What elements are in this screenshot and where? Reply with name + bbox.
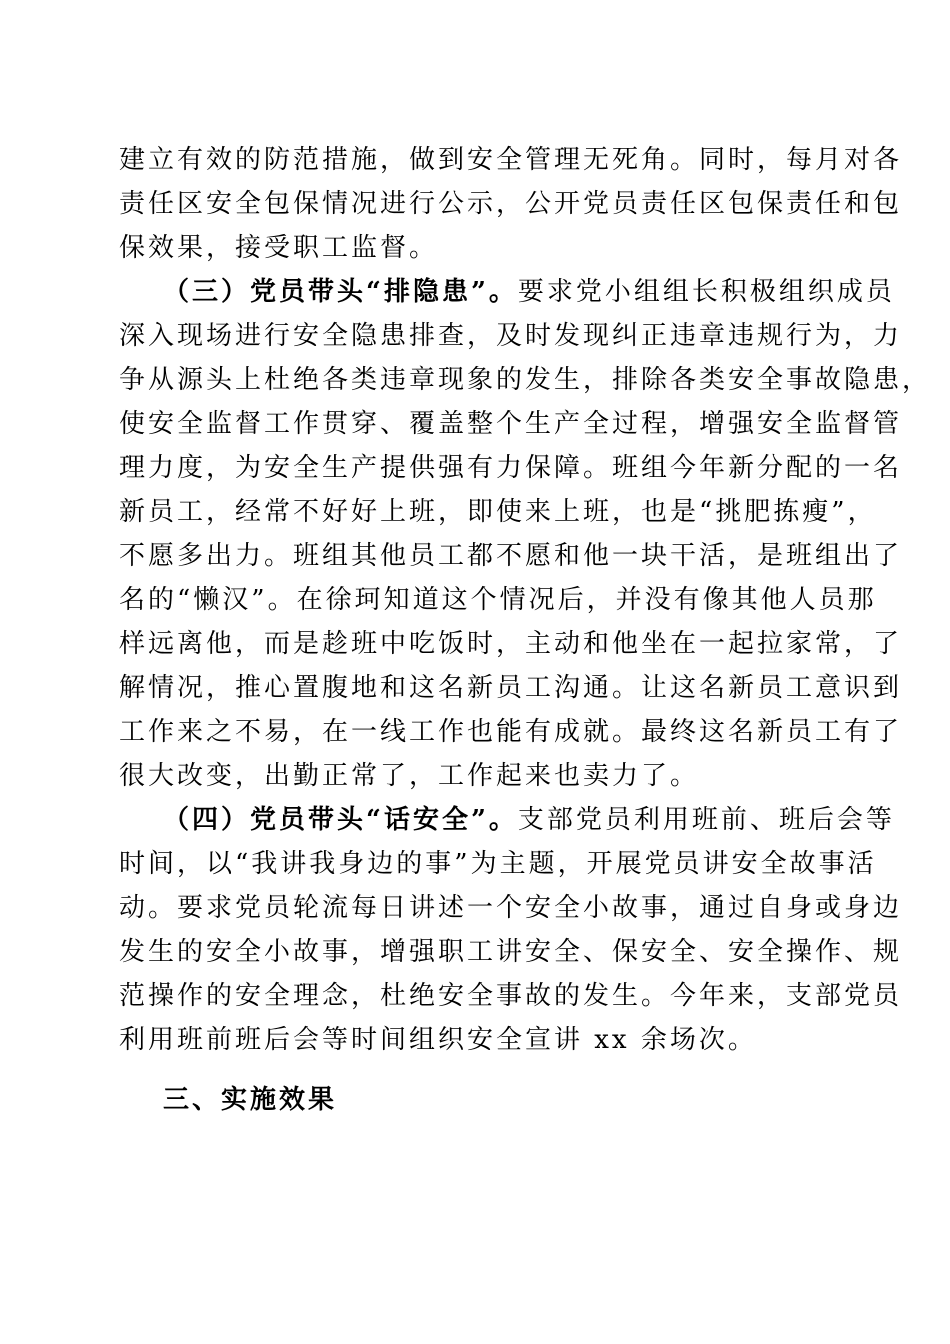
text-fragment: 支部党员利用班前、班后会等 — [517, 805, 895, 835]
text-line: 解情况，推心置腹地和这名新员工沟通。让这名新员工意识到 — [119, 673, 903, 703]
text-line: 新员工，经常不好好上班，即使来上班，也是“挑肥拣瘦”， — [119, 497, 877, 527]
text-line: 建立有效的防范措施，做到安全管理无死角。同时，每月对各 — [119, 145, 903, 175]
text-line: 名的“懒汉”。在徐珂知道这个情况后，并没有像其他人员那 — [119, 585, 877, 615]
subsection-heading: （四）党员带头“话安全”。 — [163, 805, 518, 835]
text-fragment: 要求党小组组长积极组织成员 — [517, 277, 895, 307]
text-line: 不愿多出力。班组其他员工都不愿和他一块干活，是班组出了 — [119, 541, 903, 571]
paragraph-3 — [119, 270, 932, 798]
paragraph-4 — [119, 798, 903, 1062]
text-line: 使安全监督工作贯穿、覆盖整个生产全过程，增强安全监督管 — [119, 409, 903, 439]
section-heading: 三、实施效果 — [163, 1085, 338, 1115]
text-line: 保效果，接受职工监督。 — [119, 233, 439, 263]
subsection-heading: （三）党员带头“排隐患”。 — [163, 277, 518, 307]
text-line: 动。要求党员轮流每日讲述一个安全小故事，通过自身或身边 — [119, 893, 903, 923]
text-line — [119, 270, 895, 314]
text-line: 责任区安全包保情况进行公示，公开党员责任区包保责任和包 — [119, 189, 903, 219]
text-line: 工作来之不易，在一线工作也能有成就。最终这名新员工有了 — [119, 717, 903, 747]
paragraph-1 — [119, 138, 903, 270]
text-line: 争从源头上杜绝各类违章现象的发生，排除各类安全事故隐患， — [119, 365, 932, 395]
text-line — [119, 798, 895, 842]
text-line: 理力度，为安全生产提供强有力保障。班组今年新分配的一名 — [119, 453, 903, 483]
text-line: 发生的安全小故事，增强职工讲安全、保安全、安全操作、规 — [119, 937, 903, 967]
text-line: 范操作的安全理念，杜绝安全事故的发生。今年来，支部党员 — [119, 981, 903, 1011]
text-line: 很大改变，出勤正常了，工作起来也卖力了。 — [119, 761, 700, 791]
document-page — [119, 138, 932, 1122]
text-line: 样远离他，而是趁班中吃饭时，主动和他坐在一起拉家常，了 — [119, 629, 903, 659]
text-line: 利用班前班后会等时间组织安全宣讲 xx 余场次。 — [119, 1025, 757, 1055]
text-line: 时间，以“我讲我身边的事”为主题，开展党员讲安全故事活 — [119, 849, 877, 879]
text-line: 深入现场进行安全隐患排查，及时发现纠正违章违规行为，力 — [119, 321, 903, 351]
